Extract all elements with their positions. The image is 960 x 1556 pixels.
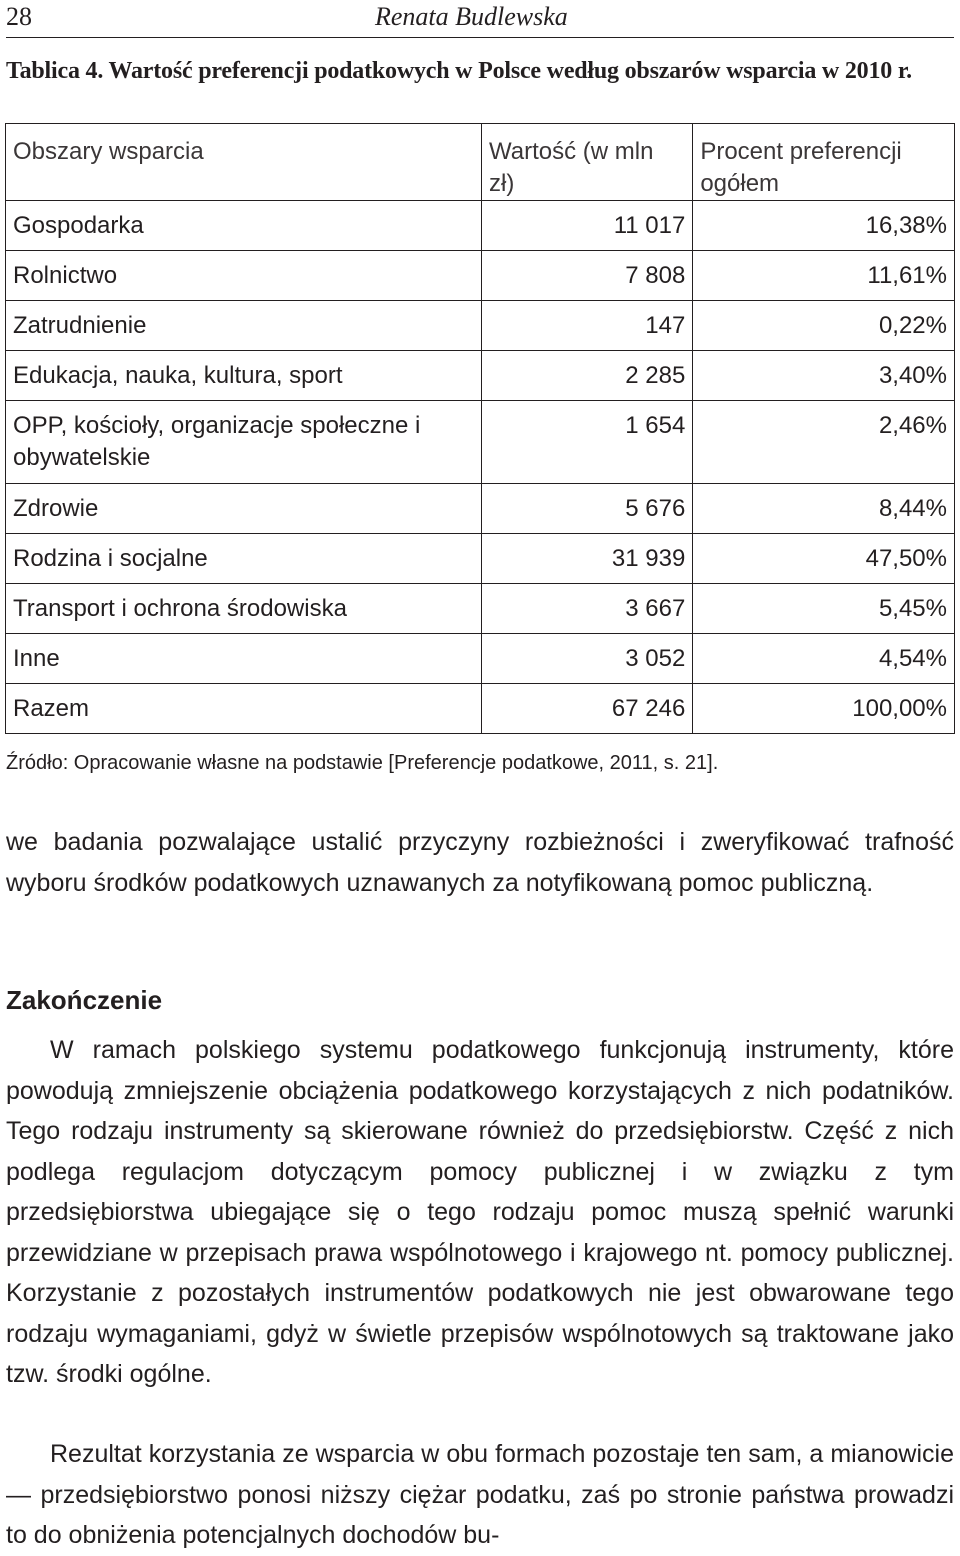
cell-value: 11 017 xyxy=(482,201,693,251)
cell-value: 7 808 xyxy=(482,251,693,301)
cell-value: 3 052 xyxy=(482,634,693,684)
cell-area: Zdrowie xyxy=(6,484,482,534)
cell-area: Rodzina i socjalne xyxy=(6,534,482,584)
cell-area: Inne xyxy=(6,634,482,684)
cell-value: 31 939 xyxy=(482,534,693,584)
table-row xyxy=(6,484,955,534)
body-paragraph: we badania pozwalające ustalić przyczyny rozbieżności i zweryfikować trafność wyboru środków podatkowych uznawanych za notyfikowaną pomoc publiczną. xyxy=(6,828,954,897)
cell-value: 67 246 xyxy=(482,684,693,734)
column-header-area: Obszary wsparcia xyxy=(6,124,482,201)
table-source-note: Źródło: Opracowanie własne na podstawie [Preferencje podatkowe, 2011, s. 21]. xyxy=(6,752,719,774)
column-header-percent: Procent preferencji ogółem xyxy=(693,124,955,201)
table-row xyxy=(6,351,955,401)
cell-value: 1 654 xyxy=(482,401,693,484)
cell-area: Razem xyxy=(6,684,482,734)
cell-area: Edukacja, nauka, kultura, sport xyxy=(6,351,482,401)
cell-area: OPP, kościoły, organizacje społeczne i obywatelskie xyxy=(6,401,482,484)
cell-percent: 2,46% xyxy=(693,401,955,484)
cell-area: Rolnictwo xyxy=(6,251,482,301)
page-number: 28 xyxy=(6,2,32,31)
table-title: Tablica 4. Wartość preferencji podatkowych w Polsce według obszarów wsparcia w 2010 r. xyxy=(6,58,912,84)
cell-value: 147 xyxy=(482,301,693,351)
table-row xyxy=(6,251,955,301)
cell-percent: 3,40% xyxy=(693,351,955,401)
cell-percent: 5,45% xyxy=(693,584,955,634)
cell-percent: 47,50% xyxy=(693,534,955,584)
cell-percent: 100,00% xyxy=(693,684,955,734)
cell-area: Zatrudnienie xyxy=(6,301,482,351)
table-row xyxy=(6,401,955,484)
cell-value: 2 285 xyxy=(482,351,693,401)
table-row xyxy=(6,534,955,584)
table-row xyxy=(6,301,955,351)
table-header-row xyxy=(6,124,955,201)
cell-percent: 4,54% xyxy=(693,634,955,684)
running-header xyxy=(6,0,954,38)
cell-area: Transport i ochrona środowiska xyxy=(6,584,482,634)
cell-area: Gospodarka xyxy=(6,201,482,251)
cell-percent: 0,22% xyxy=(693,301,955,351)
cell-percent: 11,61% xyxy=(693,251,955,301)
cell-percent: 16,38% xyxy=(693,201,955,251)
running-author: Renata Budlewska xyxy=(375,2,568,31)
table-row xyxy=(6,584,955,634)
body-paragraph: Rezultat korzystania ze wsparcia w obu formach pozostaje ten sam, a mianowicie — przedsiębiorstwo ponosi niższy ciężar podatku, zaś po stronie państwa prowadzi to do obniżenia potencjalnych dochodów bu- xyxy=(6,1440,954,1549)
table-row xyxy=(6,634,955,684)
body-paragraph: W ramach polskiego systemu podatkowego funkcjonują instrumenty, które powodują zmniejszenie obciążenia podatkowego korzystających z nich podatników. Tego rodzaju instrumenty są skierowane również do przedsiębiorstw. Część z nich podlega regulacjom dotyczącym pomocy publicznej i w związku z tym przedsiębiorstwa ubiegające się o tego rodzaju pomoc muszą spełnić warunki przewidziane w przepisach prawa wspólnotowego i krajowego nt. pomocy publicznej. Korzystanie z pozostałych instrumentów podatkowych nie jest obwarowane tego rodzaju wymaganiami, gdyż w świetle przepisów wspólnotowych są traktowane jako tzw. środki ogólne. xyxy=(6,1036,954,1388)
cell-value: 5 676 xyxy=(482,484,693,534)
table-total-row xyxy=(6,684,955,734)
table-row xyxy=(6,201,955,251)
column-header-value: Wartość (w mln zł) xyxy=(482,124,693,201)
cell-percent: 8,44% xyxy=(693,484,955,534)
cell-value: 3 667 xyxy=(482,584,693,634)
preferences-table xyxy=(5,123,955,734)
section-heading: Zakończenie xyxy=(6,985,163,1015)
